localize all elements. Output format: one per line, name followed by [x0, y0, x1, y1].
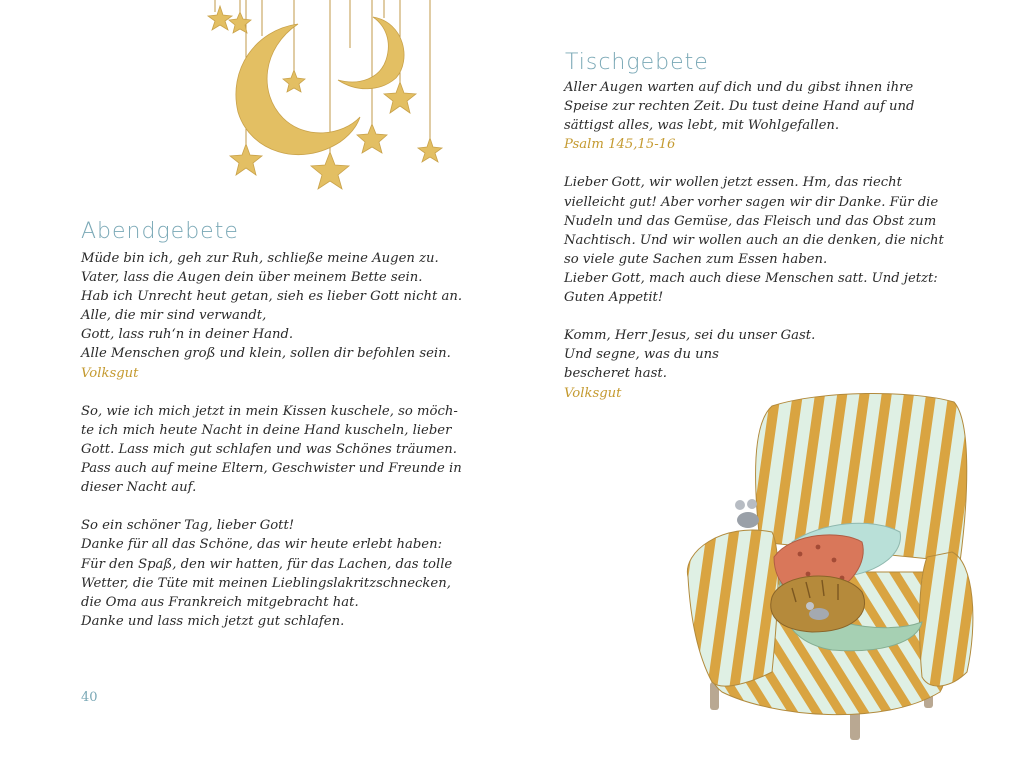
text-line: So ein schöner Tag, lieber Gott! — [81, 518, 295, 534]
text-line: Gott, lass ruh‘n in deiner Hand. — [81, 327, 294, 343]
star-icon — [384, 82, 416, 113]
star-icon — [230, 144, 262, 175]
text-line: die Oma aus Frankreich mitgebracht hat. — [81, 594, 359, 610]
star-icon — [283, 70, 305, 92]
text-line: Danke und lass mich jetzt gut schlafen. — [81, 613, 345, 629]
text-line: Nudeln und das Gemüse, das Fleisch und das Obst zum — [564, 213, 937, 229]
text-line: Alle Menschen groß und klein, sollen dir befohlen sein. — [81, 346, 451, 362]
text-line: Danke für all das Schöne, das wir heute erlebt haben: — [81, 537, 443, 553]
text-line: Lieber Gott, mach auch diese Menschen satt. Und jetzt: — [564, 270, 938, 286]
page-number: 40 — [81, 690, 98, 705]
text-line: Alle, die mir sind verwandt, — [81, 308, 267, 324]
mouse-icon — [735, 499, 759, 528]
text-line: Speise zur rechten Zeit. Du tust deine Hand auf und — [564, 99, 915, 115]
text-line: Komm, Herr Jesus, sei du unser Gast. — [564, 328, 816, 344]
text-line: Vater, lass die Augen dein über meinem Bette sein. — [81, 270, 423, 286]
star-icon — [208, 6, 232, 30]
text-line: bescheret hast. — [564, 366, 667, 382]
text-line: Müde bin ich, geh zur Ruh, schließe meine Augen zu. — [81, 251, 439, 266]
text-line: sättigst alles, was lebt, mit Wohlgefallen. — [564, 118, 840, 134]
text-line: Für den Spaß, den wir hatten, für das Lachen, das tolle — [81, 556, 453, 572]
text-line: Nachtisch. Und wir wollen auch an die denken, die nicht — [564, 232, 944, 248]
star-icon — [311, 152, 349, 189]
text-line: te ich mich heute Nacht in deine Hand kuscheln, lieber — [81, 422, 452, 438]
star-icon — [229, 12, 251, 33]
section-heading-abendgebete: Abendgebete — [81, 219, 239, 244]
text-line: Hab ich Unrecht heut getan, sieh es lieber Gott nicht an. — [81, 289, 463, 305]
source-credit: Volksgut — [564, 385, 622, 401]
text-line: vielleicht gut! Aber vorher sagen wir dir Danke. Für die — [564, 194, 939, 210]
source-credit: Volksgut — [81, 365, 139, 381]
star-icon — [418, 138, 442, 162]
text-line: dieser Nacht auf. — [81, 480, 197, 496]
tischgebete-text — [564, 78, 944, 403]
section-heading-tischgebete: Tischgebete — [565, 50, 709, 75]
star-icon — [357, 124, 387, 153]
text-line: Lieber Gott, wir wollen jetzt essen. Hm, das riecht — [564, 175, 902, 191]
small-crescent-moon-icon — [338, 17, 404, 89]
text-line: Pass auch auf meine Eltern, Geschwister und Freunde in — [81, 461, 462, 477]
text-line: Und segne, was du uns — [564, 347, 719, 363]
text-line: Gott. Lass mich gut schlafen und was Schönes träumen. — [81, 441, 457, 457]
source-credit: Psalm 145,15-16 — [564, 137, 676, 153]
armchair-cat-illustration — [682, 392, 982, 742]
text-line: Aller Augen warten auf dich und du gibst ihnen ihre — [564, 80, 914, 95]
text-line: Guten Appetit! — [564, 290, 664, 306]
abendgebete-text — [81, 249, 462, 631]
text-line: So, wie ich mich jetzt in mein Kissen kuschele, so möch- — [81, 403, 458, 419]
text-line: so viele gute Sachen zum Essen haben. — [564, 251, 828, 267]
text-line: Wetter, die Tüte mit meinen Lieblingslakritzschnecken, — [81, 575, 451, 591]
